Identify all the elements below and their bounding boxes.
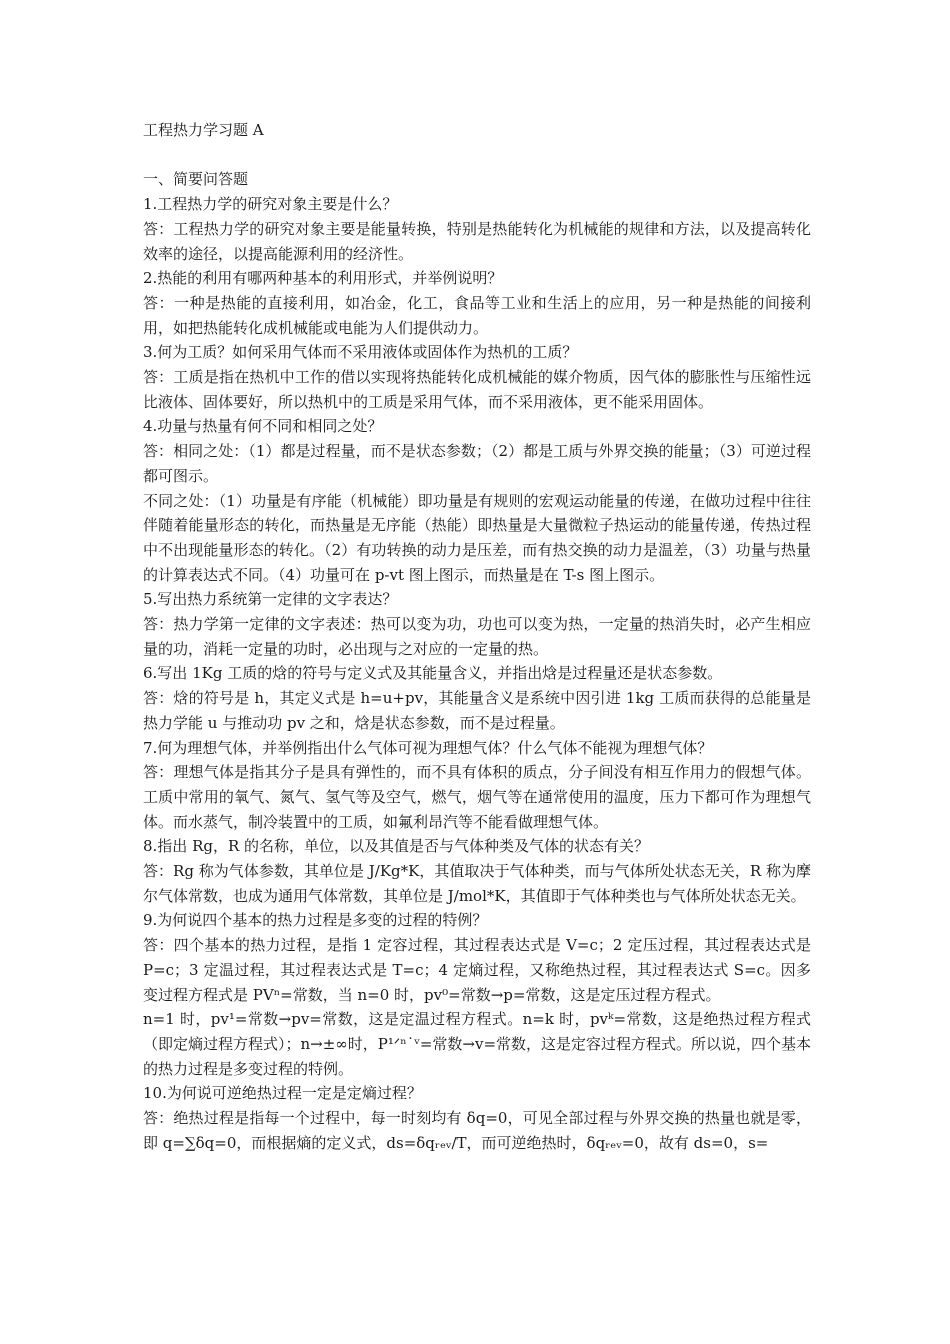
- answer: 答：四个基本的热力过程，是指 1 定容过程，其过程表达式是 V=c；2 定压过程，其过程表达式是 P=c；3 定温过程，其过程表达式是 T=c；4 定熵过程，又称绝热过程，其过程表达式 S=c。因多变过程方程式是 PVⁿ=常数，当 n=0 时，pv⁰=常数→p=常数，这是定压过程方程式。: [143, 936, 811, 1004]
- qa-item-2: [143, 266, 811, 340]
- answer: 答：工质是指在热机中工作的借以实现将热能转化成机械能的媒介物质，因气体的膨胀性与压缩性远比液体、固体要好，所以热机中的工质是采用气体，而不采用液体，更不能采用固体。: [143, 368, 811, 411]
- question: 8.指出 Rg，R 的名称，单位，以及其值是否与气体种类及气体的状态有关？: [143, 837, 650, 856]
- qa-item-3: [143, 340, 811, 414]
- answer: 答：理想气体是指其分子是具有弹性的，而不具有体积的质点，分子间没有相互作用力的假想气体。工质中常用的氧气、氮气、氢气等及空气，燃气，烟气等在通常使用的温度，压力下都可作为理想气体。而水蒸气，制冷装置中的工质，如氟利昂汽等不能看做理想气体。: [143, 763, 811, 831]
- question: 9.为何说四个基本的热力过程是多变的过程的特例？: [143, 911, 488, 930]
- document-title: 工程热力学习题 A: [143, 121, 264, 139]
- question: 3.何为工质？如何采用气体而不采用液体或固体作为热机的工质？: [143, 343, 578, 362]
- question: 7.何为理想气体，并举例指出什么气体可视为理想气体？什么气体不能视为理想气体？: [143, 738, 713, 757]
- qa-item-7: [143, 736, 811, 835]
- qa-item-10: [143, 1081, 811, 1155]
- qa-item-5: [143, 587, 811, 661]
- question: 4.功量与热量有何不同和相同之处？: [143, 417, 383, 436]
- answer-continued: 不同之处：（1）功量是有序能（机械能）即功量是有规则的宏观运动能量的传递，在做功过程中往往伴随着能量形态的转化，而热量是无序能（热能）即热量是大量微粒子热运动的能量传递，传热过程中不出现能量形态的转化。（2）有功转换的动力是压差，而有热交换的动力是温差，（3）功量与热量的计算表达式不同。（4）功量可在 p-vt 图上图示，而热量是在 T-s 图上图示。: [143, 491, 811, 584]
- answer: 答：绝热过程是指每一个过程中，每一时刻均有 δq=0，可见全部过程与外界交换的热量也就是零，即 q=∑δq=0，而根据熵的定义式，ds=δqᵣₑᵥ/T，而可逆绝热时，δqᵣₑᵥ=0，故有 ds=0，s=: [143, 1109, 811, 1152]
- qa-item-4: [143, 414, 811, 587]
- question: 2.热能的利用有哪两种基本的利用形式，并举例说明？: [143, 269, 503, 288]
- answer: 答：一种是热能的直接利用，如冶金，化工，食品等工业和生活上的应用，另一种是热能的间接利用，如把热能转化成机械能或电能为人们提供动力。: [143, 293, 811, 337]
- question: 1.工程热力学的研究对象主要是什么？: [143, 195, 398, 214]
- qa-item-1: [143, 192, 811, 266]
- answer-continued: n=1 时，pv¹=常数→pv=常数，这是定温过程方程式。n=k 时，pvᵏ=常数，这是绝热过程方程式（即定熵过程方程式）；n→±∞时，P¹ᐟⁿ˙ᵛ=常数→v=常数，这是定容过程方程式。所以说，四个基本的热力过程是多变过程的特例。: [143, 1010, 812, 1078]
- qa-item-9: [143, 908, 811, 1081]
- question: 6.写出 1Kg 工质的焓的符号与定义式及其能量含义，并指出焓是过程量还是状态参数。: [143, 664, 723, 683]
- answer: 答：相同之处：（1）都是过程量，而不是状态参数；（2）都是工质与外界交换的能量；（3）可逆过程都可图示。: [143, 442, 811, 485]
- answer: 答：工程热力学的研究对象主要是能量转换，特别是热能转化为机械能的规律和方法，以及提高转化效率的途径，以提高能源利用的经济性。: [143, 219, 811, 263]
- document-page: [143, 118, 811, 1156]
- qa-item-6: [143, 661, 811, 735]
- qa-item-8: [143, 834, 811, 908]
- question: 5.写出热力系统第一定律的文字表达？: [143, 590, 398, 609]
- section-heading: 一、简要问答题: [143, 170, 249, 189]
- question: 10.为何说可逆绝热过程一定是定熵过程？: [143, 1084, 422, 1103]
- answer: 答：热力学第一定律的文字表述：热可以变为功，功也可以变为热，一定量的热消失时，必产生相应量的功，消耗一定量的功时，必出现与之对应的一定量的热。: [143, 615, 811, 658]
- answer: 答：焓的符号是 h，其定义式是 h=u+pv，其能量含义是系统中因引进 1kg 工质而获得的总能量是热力学能 u 与推动功 pv 之和，焓是状态参数，而不是过程量。: [143, 689, 811, 732]
- answer: 答：Rg 称为气体参数，其单位是 J/Kg*K，其值取决于气体种类，而与气体所处状态无关，R 称为摩尔气体常数，也成为通用气体常数，其单位是 J/mol*K，其值即于气体种类也与气体所处状态无关。: [143, 862, 811, 905]
